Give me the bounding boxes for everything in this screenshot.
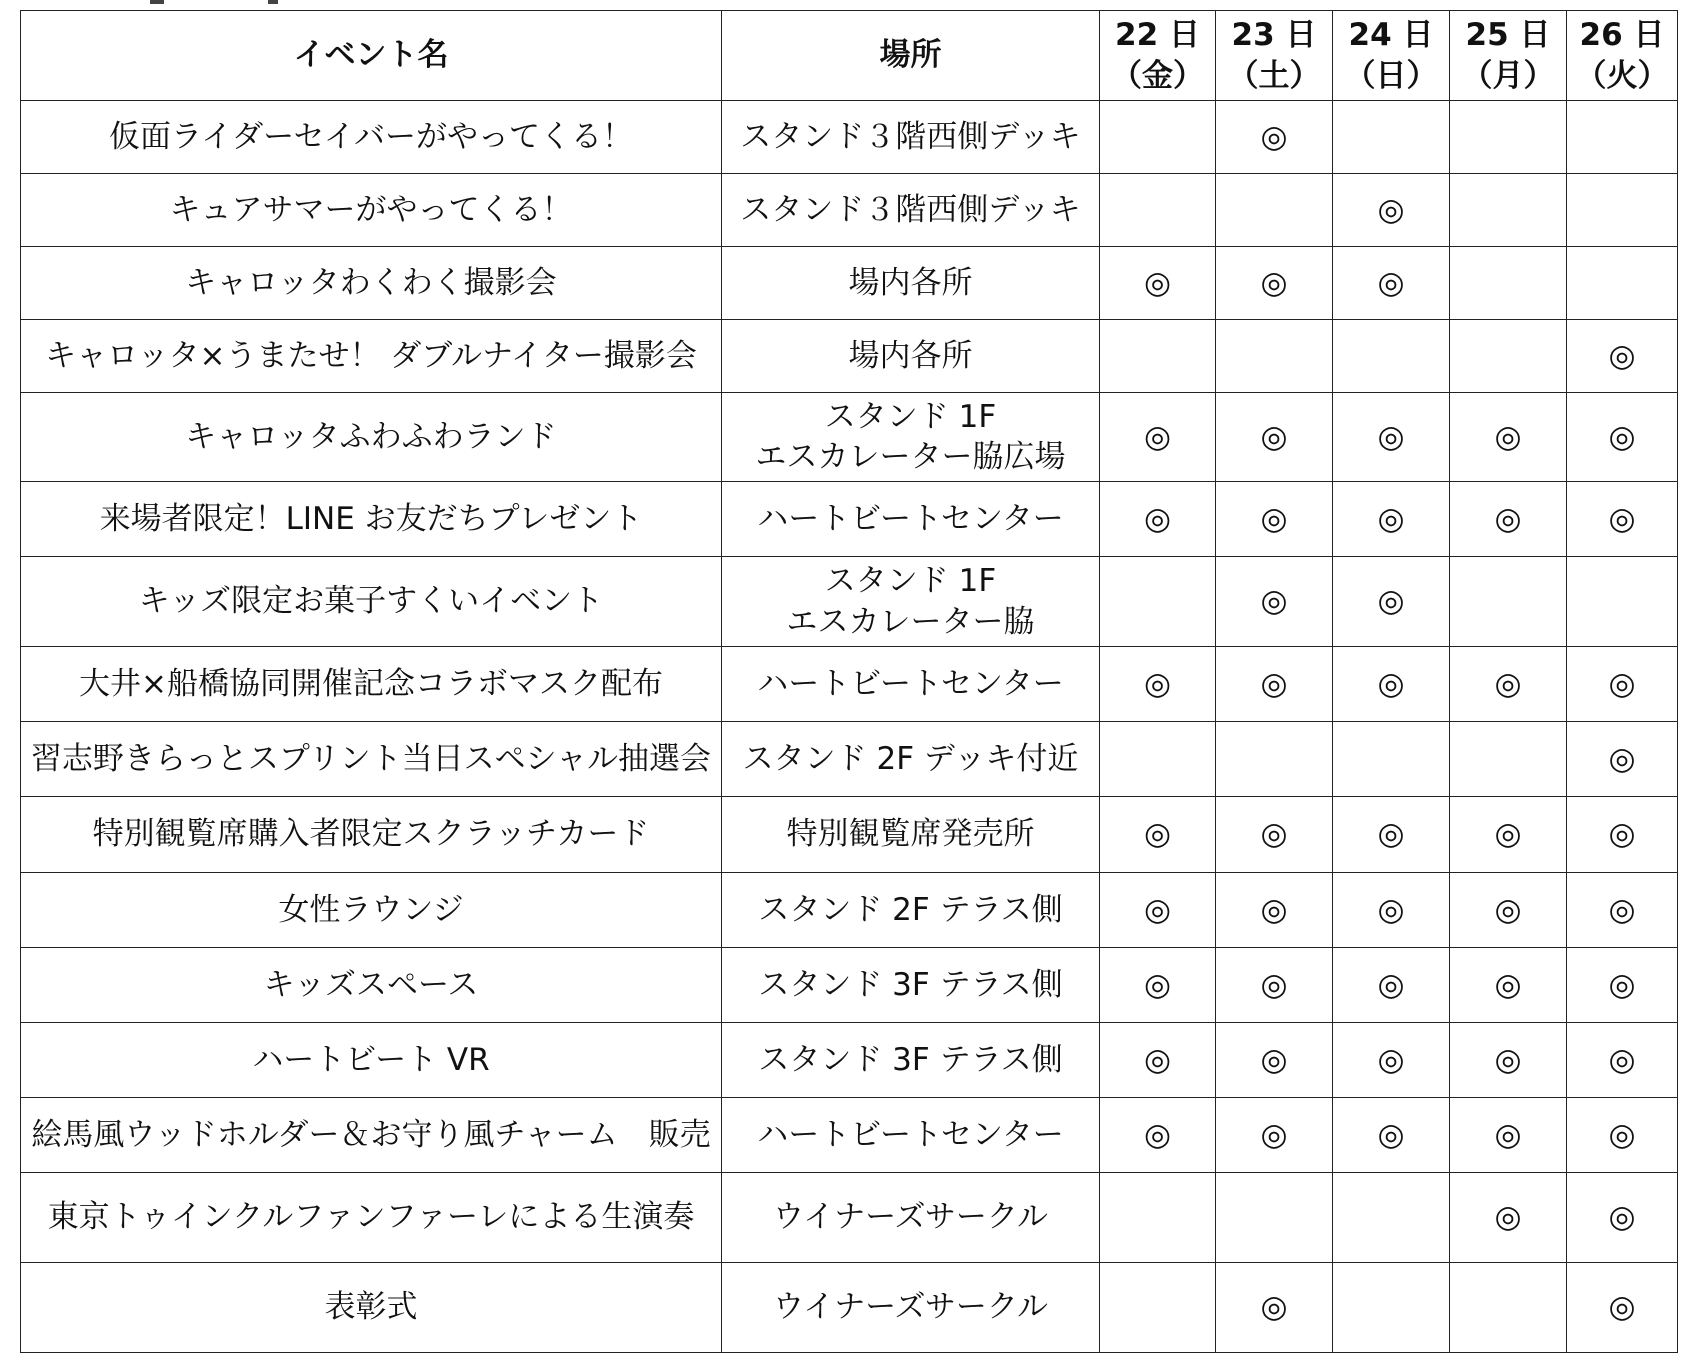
place-line: 特別観覧席発売所 (786, 816, 1035, 853)
place-cell (722, 948, 1100, 1023)
event-name-cell: 習志野きらっとスプリント当日スペシャル抽選会 (21, 722, 722, 797)
schedule-mark-cell: ◎ (1216, 797, 1333, 873)
schedule-mark-cell (1450, 722, 1567, 797)
schedule-mark-cell (1333, 1263, 1450, 1353)
place-line: スタンド 2F テラス側 (758, 891, 1063, 928)
place-line: スタンド 1F (824, 398, 997, 435)
schedule-mark-cell: ◎ (1450, 1023, 1567, 1098)
schedule-mark-cell: ◎ (1216, 1098, 1333, 1173)
header-place: 場所 (722, 11, 1100, 101)
schedule-mark-cell: ◎ (1567, 1023, 1678, 1098)
table-row (21, 174, 1678, 247)
schedule-mark-cell: ◎ (1450, 482, 1567, 557)
schedule-mark-cell (1100, 1173, 1216, 1263)
event-name-cell: 来場者限定！LINE お友だちプレゼント (21, 482, 722, 557)
place-cell (722, 393, 1100, 482)
schedule-mark-cell (1567, 101, 1678, 174)
schedule-mark-cell: ◎ (1100, 647, 1216, 722)
place-line: スタンド 3F テラス側 (758, 966, 1063, 1003)
schedule-mark-cell: ◎ (1450, 873, 1567, 948)
place-cell (722, 1263, 1100, 1353)
header-event-name: イベント名 (21, 11, 722, 101)
schedule-mark-cell (1450, 247, 1567, 320)
header-row (21, 11, 1678, 101)
header-day-25 (1450, 11, 1567, 101)
day-number: 22 日 (1115, 17, 1200, 54)
place-line: ハートビートセンター (757, 1116, 1064, 1153)
place-cell (722, 482, 1100, 557)
schedule-mark-cell: ◎ (1100, 482, 1216, 557)
schedule-mark-cell: ◎ (1333, 174, 1450, 247)
schedule-mark-cell: ◎ (1567, 647, 1678, 722)
schedule-mark-cell: ◎ (1567, 1098, 1678, 1173)
schedule-mark-cell (1100, 101, 1216, 174)
schedule-mark-cell (1450, 320, 1567, 393)
schedule-mark-cell (1333, 1173, 1450, 1263)
top-edge-fragment (0, 0, 300, 8)
event-name-cell: 東京トゥインクルファンファーレによる生演奏 (21, 1173, 722, 1263)
day-number: 24 日 (1348, 17, 1434, 54)
table-row (21, 722, 1678, 797)
day-of-week: （金） (1111, 57, 1204, 94)
table-row (21, 320, 1678, 393)
table-row (21, 247, 1678, 320)
schedule-mark-cell (1450, 557, 1567, 647)
schedule-mark-cell (1216, 722, 1333, 797)
event-name-cell: 仮面ライダーセイバーがやってくる！ (21, 101, 722, 174)
schedule-mark-cell: ◎ (1216, 557, 1333, 647)
schedule-mark-cell (1216, 1173, 1333, 1263)
header-day-26 (1567, 11, 1678, 101)
schedule-mark-cell (1450, 174, 1567, 247)
day-of-week: （月） (1461, 57, 1555, 94)
event-name-cell: 絵馬風ウッドホルダー＆お守り風チャーム 販売 (21, 1098, 722, 1173)
schedule-mark-cell: ◎ (1567, 722, 1678, 797)
schedule-mark-cell: ◎ (1567, 1173, 1678, 1263)
schedule-mark-cell: ◎ (1333, 873, 1450, 948)
schedule-mark-cell: ◎ (1333, 482, 1450, 557)
schedule-mark-cell: ◎ (1100, 1098, 1216, 1173)
place-line: エスカレーター脇 (786, 603, 1035, 640)
schedule-mark-cell: ◎ (1333, 1023, 1450, 1098)
schedule-mark-cell: ◎ (1450, 393, 1567, 482)
schedule-mark-cell (1100, 557, 1216, 647)
schedule-mark-cell: ◎ (1450, 647, 1567, 722)
schedule-mark-cell: ◎ (1567, 1263, 1678, 1353)
place-line: ハートビートセンター (757, 665, 1064, 702)
schedule-mark-cell: ◎ (1450, 948, 1567, 1023)
place-line: ウイナーズサークル (773, 1289, 1048, 1326)
schedule-mark-cell: ◎ (1567, 873, 1678, 948)
schedule-mark-cell (1100, 174, 1216, 247)
place-line: スタンド３階西側デッキ (740, 118, 1081, 155)
schedule-mark-cell (1450, 1263, 1567, 1353)
day-number: 25 日 (1465, 17, 1551, 54)
schedule-mark-cell (1333, 101, 1450, 174)
table-row (21, 1098, 1678, 1173)
schedule-mark-cell: ◎ (1450, 1098, 1567, 1173)
table-row (21, 647, 1678, 722)
event-name-cell: キュアサマーがやってくる！ (21, 174, 722, 247)
schedule-mark-cell: ◎ (1333, 393, 1450, 482)
schedule-mark-cell: ◎ (1567, 320, 1678, 393)
place-cell (722, 1173, 1100, 1263)
place-cell (722, 320, 1100, 393)
place-cell (722, 797, 1100, 873)
event-name-cell: ハートビート VR (21, 1023, 722, 1098)
place-cell (722, 101, 1100, 174)
place-cell (722, 722, 1100, 797)
place-cell (722, 1098, 1100, 1173)
schedule-mark-cell: ◎ (1216, 1263, 1333, 1353)
event-name-cell: キッズスペース (21, 948, 722, 1023)
schedule-mark-cell (1100, 722, 1216, 797)
event-name-cell: キャロッタ×うまたせ！ ダブルナイター撮影会 (21, 320, 722, 393)
schedule-mark-cell (1216, 174, 1333, 247)
schedule-mark-cell: ◎ (1216, 948, 1333, 1023)
table-row (21, 482, 1678, 557)
schedule-mark-cell: ◎ (1100, 948, 1216, 1023)
table-row (21, 797, 1678, 873)
schedule-mark-cell: ◎ (1333, 557, 1450, 647)
place-cell (722, 174, 1100, 247)
place-line: スタンド 3F テラス側 (758, 1041, 1063, 1078)
header-day-23 (1216, 11, 1333, 101)
place-cell (722, 557, 1100, 647)
event-name-cell: 特別観覧席購入者限定スクラッチカード (21, 797, 722, 873)
schedule-mark-cell (1216, 320, 1333, 393)
table-row (21, 393, 1678, 482)
schedule-mark-cell: ◎ (1216, 1023, 1333, 1098)
header-day-24 (1333, 11, 1450, 101)
schedule-mark-cell: ◎ (1450, 1173, 1567, 1263)
schedule-mark-cell: ◎ (1216, 247, 1333, 320)
place-cell (722, 1023, 1100, 1098)
schedule-mark-cell: ◎ (1100, 247, 1216, 320)
schedule-mark-cell: ◎ (1216, 101, 1333, 174)
event-name-cell: キャロッタふわふわランド (21, 393, 722, 482)
place-line: スタンド３階西側デッキ (740, 191, 1081, 228)
event-name-cell: キャロッタわくわく撮影会 (21, 247, 722, 320)
schedule-mark-cell (1333, 320, 1450, 393)
schedule-mark-cell: ◎ (1450, 797, 1567, 873)
table-body (21, 101, 1678, 1353)
event-schedule-table (20, 10, 1678, 1353)
event-name-cell: キッズ限定お菓子すくいイベント (21, 557, 722, 647)
schedule-mark-cell: ◎ (1333, 1098, 1450, 1173)
table-row (21, 948, 1678, 1023)
schedule-mark-cell: ◎ (1567, 948, 1678, 1023)
schedule-mark-cell: ◎ (1333, 247, 1450, 320)
schedule-mark-cell: ◎ (1567, 797, 1678, 873)
place-cell (722, 873, 1100, 948)
event-name-cell: 表彰式 (21, 1263, 722, 1353)
place-line: スタンド 2F デッキ付近 (742, 740, 1079, 777)
day-number: 26 日 (1579, 17, 1665, 54)
event-name-cell: 大井×船橋協同開催記念コラボマスク配布 (21, 647, 722, 722)
schedule-mark-cell (1450, 101, 1567, 174)
schedule-mark-cell (1567, 557, 1678, 647)
table-row (21, 101, 1678, 174)
schedule-mark-cell: ◎ (1100, 873, 1216, 948)
schedule-mark-cell: ◎ (1216, 393, 1333, 482)
day-of-week: （日） (1344, 57, 1438, 94)
day-of-week: （土） (1227, 57, 1321, 94)
schedule-mark-cell: ◎ (1333, 647, 1450, 722)
place-line: ハートビートセンター (757, 500, 1064, 537)
schedule-mark-cell: ◎ (1100, 1023, 1216, 1098)
schedule-mark-cell: ◎ (1333, 948, 1450, 1023)
schedule-mark-cell: ◎ (1216, 482, 1333, 557)
schedule-mark-cell (1100, 1263, 1216, 1353)
place-cell (722, 247, 1100, 320)
place-line: エスカレーター脇広場 (755, 439, 1066, 475)
day-of-week: （火） (1575, 57, 1669, 94)
schedule-mark-cell: ◎ (1333, 797, 1450, 873)
schedule-mark-cell: ◎ (1100, 797, 1216, 873)
schedule-mark-cell: ◎ (1567, 482, 1678, 557)
header-day-22 (1100, 11, 1216, 101)
place-line: 場内各所 (848, 264, 973, 301)
schedule-mark-cell: ◎ (1216, 873, 1333, 948)
schedule-mark-cell (1567, 174, 1678, 247)
schedule-mark-cell: ◎ (1567, 393, 1678, 482)
table-row (21, 873, 1678, 948)
schedule-mark-cell: ◎ (1216, 647, 1333, 722)
event-name-cell: 女性ラウンジ (21, 873, 722, 948)
table-row (21, 1023, 1678, 1098)
day-number: 23 日 (1231, 17, 1317, 54)
schedule-mark-cell: ◎ (1100, 393, 1216, 482)
table-row (21, 557, 1678, 647)
place-line: スタンド 1F (824, 563, 997, 600)
place-cell (722, 647, 1100, 722)
table-row (21, 1263, 1678, 1353)
schedule-mark-cell (1100, 320, 1216, 393)
schedule-mark-cell (1567, 247, 1678, 320)
schedule-mark-cell (1333, 722, 1450, 797)
table-row (21, 1173, 1678, 1263)
place-line: ウイナーズサークル (773, 1199, 1048, 1236)
place-line: 場内各所 (848, 337, 973, 374)
